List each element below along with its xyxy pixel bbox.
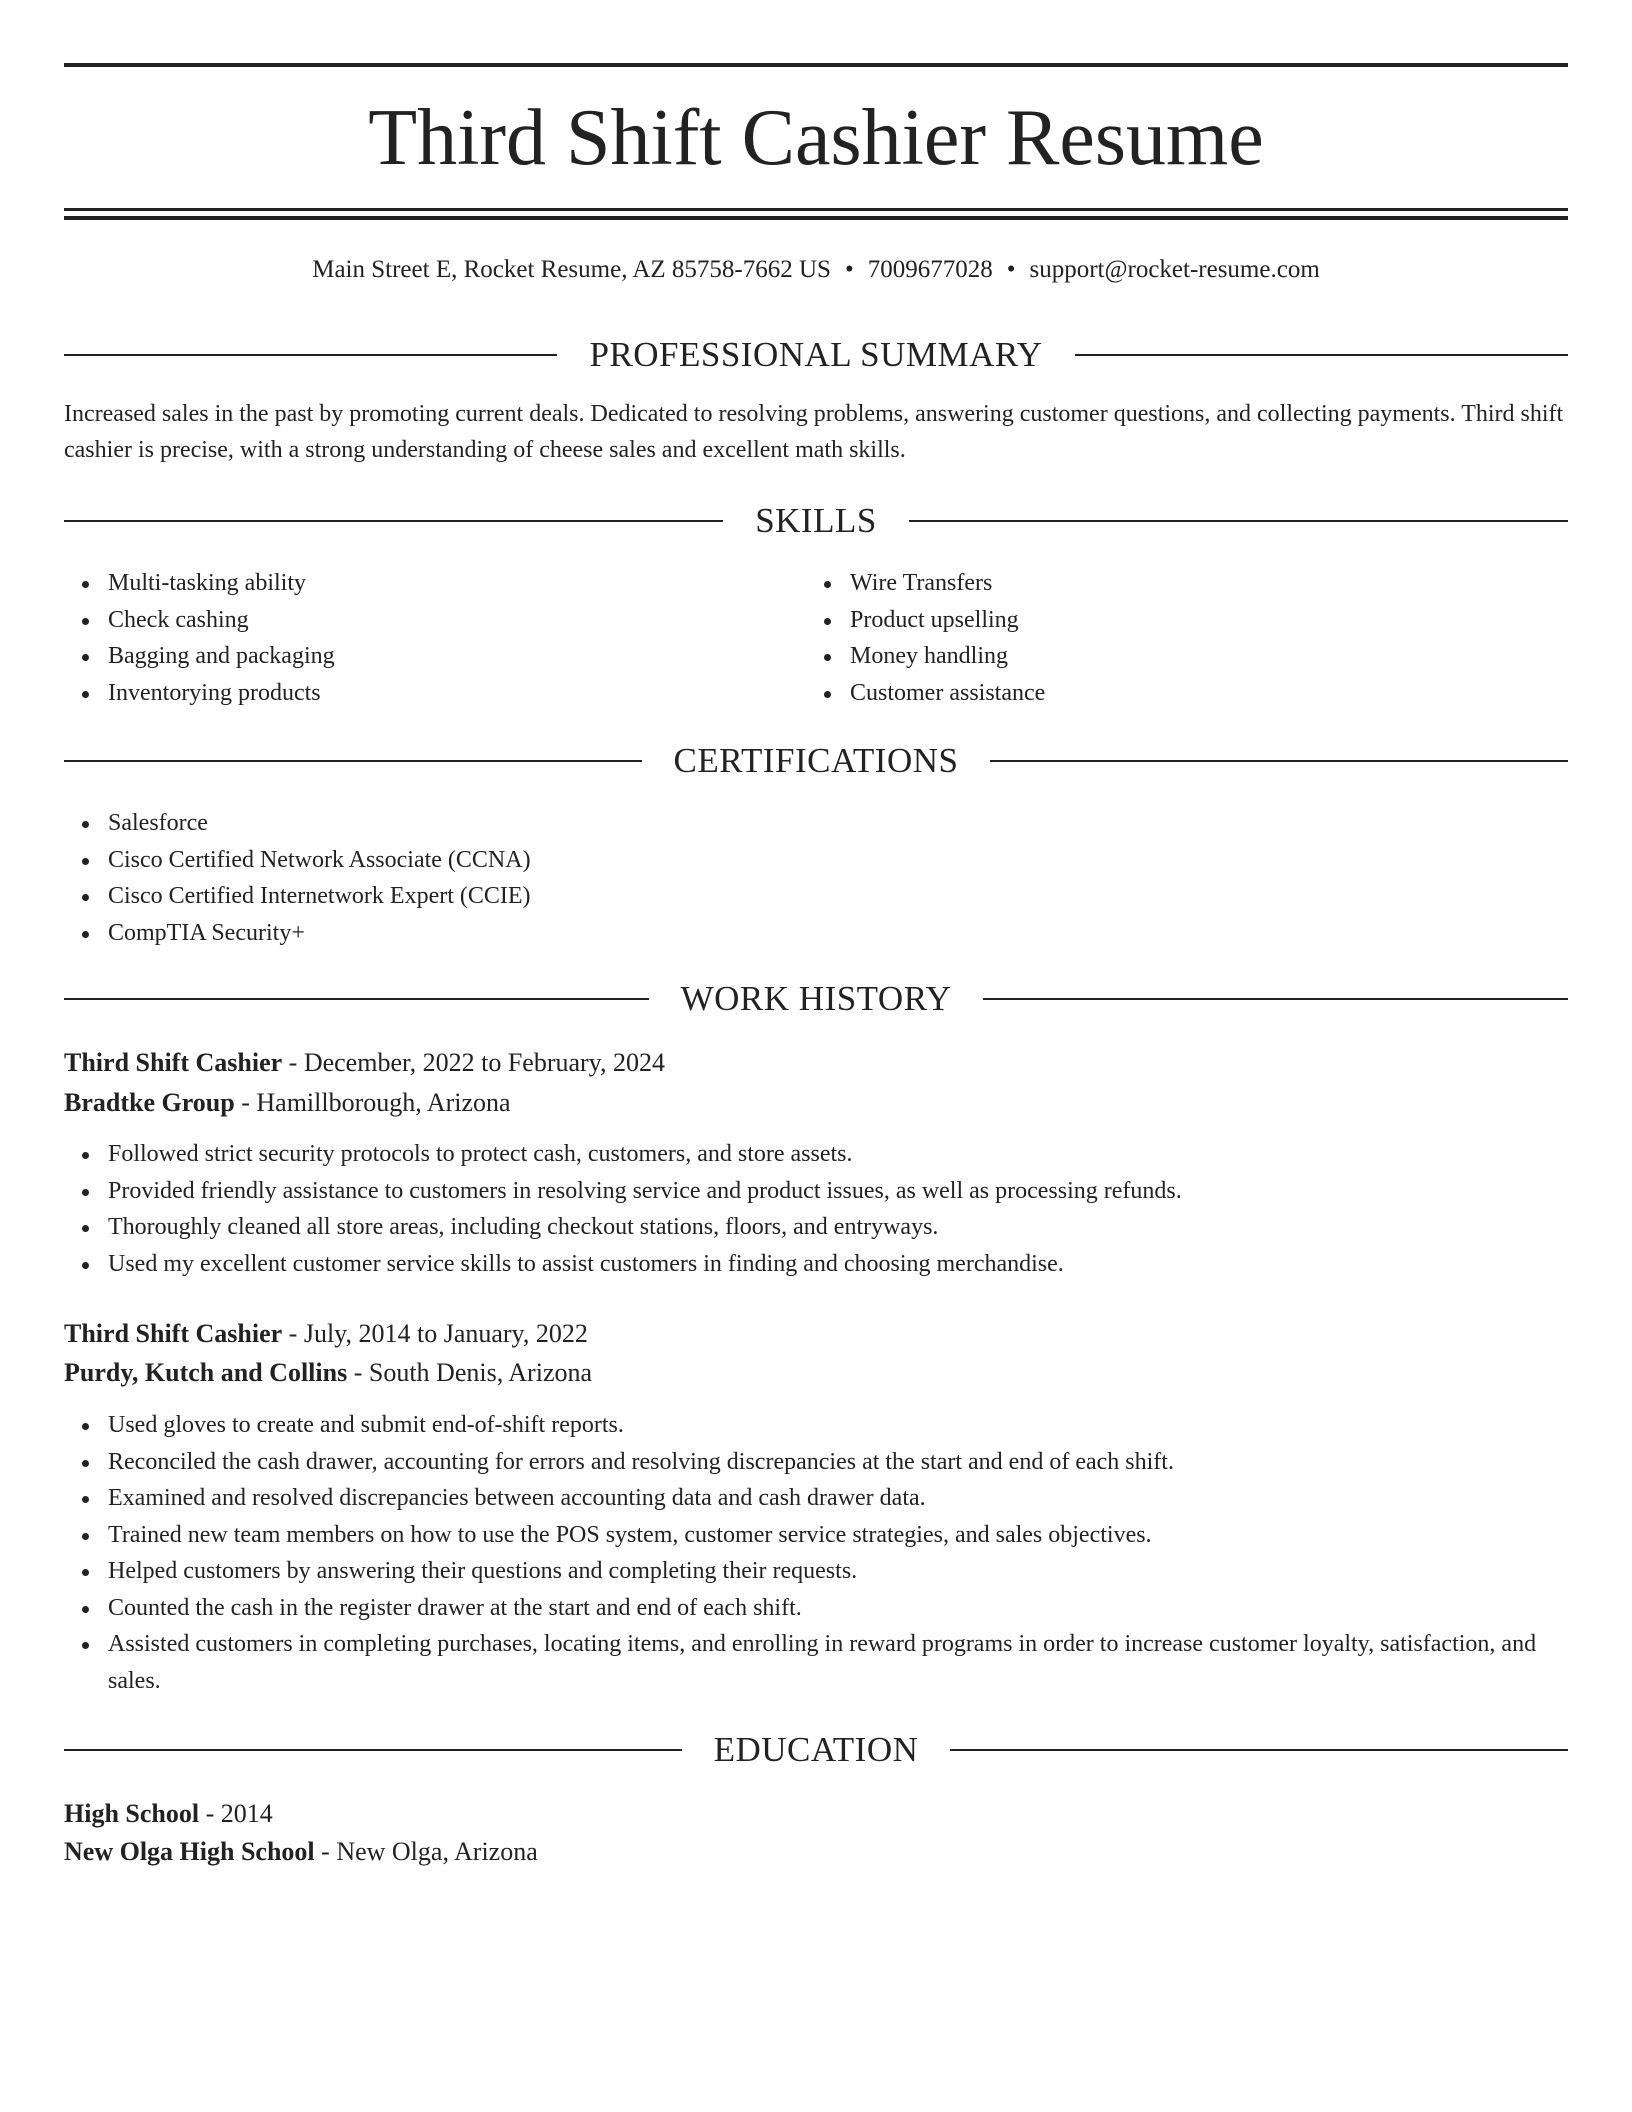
job-bullet: Used my excellent customer service skills to assist customers in finding and choosing merchandise. xyxy=(108,1246,1568,1283)
certifications-list xyxy=(64,805,1568,951)
certification-item: Cisco Certified Internetwork Expert (CCIE) xyxy=(108,878,1568,915)
job-bullet: Provided friendly assistance to customers in resolving service and product issues, as well as processing refunds. xyxy=(108,1173,1568,1210)
job-1-title-line xyxy=(64,1043,1568,1083)
skill-item: Check cashing xyxy=(108,602,808,639)
education-school-line xyxy=(64,1832,1568,1872)
certifications-heading-label: CERTIFICATIONS xyxy=(673,741,959,780)
job-bullet: Used gloves to create and submit end-of-shift reports. xyxy=(108,1407,1568,1444)
dash: - xyxy=(321,1837,330,1866)
skill-item: Multi-tasking ability xyxy=(108,565,808,602)
job-1-title: Third Shift Cashier xyxy=(64,1048,283,1077)
contact-separator: • xyxy=(844,256,854,283)
job-2-bullets xyxy=(64,1407,1568,1699)
education-school: New Olga High School xyxy=(64,1837,315,1866)
job-bullet: Counted the cash in the register drawer at the start and end of each shift. xyxy=(108,1590,1568,1627)
education-heading-label: EDUCATION xyxy=(713,1730,919,1769)
certifications-heading xyxy=(64,737,1568,785)
contact-phone: 7009677028 xyxy=(867,256,993,283)
job-bullet: Reconciled the cash drawer, accounting for errors and resolving discrepancies at the start and end of each shift. xyxy=(108,1444,1568,1481)
job-bullet: Trained new team members on how to use the POS system, customer service strategies, and sales objectives. xyxy=(108,1517,1568,1554)
summary-heading-label: PROFESSIONAL SUMMARY xyxy=(589,335,1043,374)
skill-item: Product upselling xyxy=(850,602,1550,639)
contact-address: Main Street E, Rocket Resume, AZ 85758-7662 US xyxy=(312,256,831,283)
education-location: New Olga, Arizona xyxy=(336,1837,538,1866)
job-2-dates: July, 2014 to January, 2022 xyxy=(303,1319,588,1348)
dash: - xyxy=(288,1048,298,1077)
job-bullet: Followed strict security protocols to protect cash, customers, and store assets. xyxy=(108,1136,1568,1173)
job-2-title: Third Shift Cashier xyxy=(64,1319,283,1348)
skills-list-left xyxy=(64,565,808,711)
job-1-dates: December, 2022 to February, 2024 xyxy=(303,1048,665,1077)
job-1-company: Bradtke Group xyxy=(64,1088,235,1117)
top-rule xyxy=(64,63,1568,67)
education-heading xyxy=(64,1726,1568,1774)
job-bullet: Examined and resolved discrepancies between accounting data and cash drawer data. xyxy=(108,1480,1568,1517)
skill-item: Bagging and packaging xyxy=(108,638,808,675)
job-1-location: Hamillborough, Arizona xyxy=(256,1088,511,1117)
dash: - xyxy=(288,1319,298,1348)
certification-item: Salesforce xyxy=(108,805,1568,842)
contact-email: support@rocket-resume.com xyxy=(1029,256,1320,283)
dash: - xyxy=(205,1799,215,1828)
skill-item: Wire Transfers xyxy=(850,565,1550,602)
job-1-bullets xyxy=(64,1136,1568,1282)
contact-separator: • xyxy=(1006,256,1016,283)
job-bullet: Assisted customers in completing purchases, locating items, and enrolling in reward programs in order to increase customer loyalty, satisfaction, and sales. xyxy=(108,1626,1568,1699)
work-history-heading xyxy=(64,975,1568,1023)
skill-item: Money handling xyxy=(850,638,1550,675)
education-degree: High School xyxy=(64,1799,200,1828)
resume-title: Third Shift Cashier Resume xyxy=(368,94,1264,182)
education-degree-line xyxy=(64,1794,1568,1834)
summary-text: Increased sales in the past by promoting current deals. Dedicated to resolving problems, answering customer questions, and collecting payments. Third shift cashier is precise, with a strong understanding of cheese sales and excellent math skills. xyxy=(64,401,1564,463)
certification-item: CompTIA Security+ xyxy=(108,915,1568,952)
job-2-location: South Denis, Arizona xyxy=(368,1358,593,1387)
dash: - xyxy=(353,1358,363,1387)
job-2-company-line xyxy=(64,1353,1568,1393)
skill-item: Inventorying products xyxy=(108,675,808,712)
title-double-rule xyxy=(64,208,1568,220)
contact-line xyxy=(64,252,1568,288)
skills-list-right xyxy=(806,565,1550,711)
certification-item: Cisco Certified Network Associate (CCNA) xyxy=(108,842,1568,879)
skills-heading-label: SKILLS xyxy=(755,501,877,540)
job-2-company: Purdy, Kutch and Collins xyxy=(64,1358,348,1387)
work-history-heading-label: WORK HISTORY xyxy=(680,979,952,1018)
dash: - xyxy=(241,1088,250,1117)
summary-heading xyxy=(64,331,1568,379)
skill-item: Customer assistance xyxy=(850,675,1550,712)
job-2-title-line xyxy=(64,1314,1568,1354)
skills-heading xyxy=(64,497,1568,545)
job-1-company-line xyxy=(64,1083,1568,1123)
job-bullet: Helped customers by answering their questions and completing their requests. xyxy=(108,1553,1568,1590)
education-year: 2014 xyxy=(220,1799,273,1828)
job-bullet: Thoroughly cleaned all store areas, including checkout stations, floors, and entryways. xyxy=(108,1209,1568,1246)
